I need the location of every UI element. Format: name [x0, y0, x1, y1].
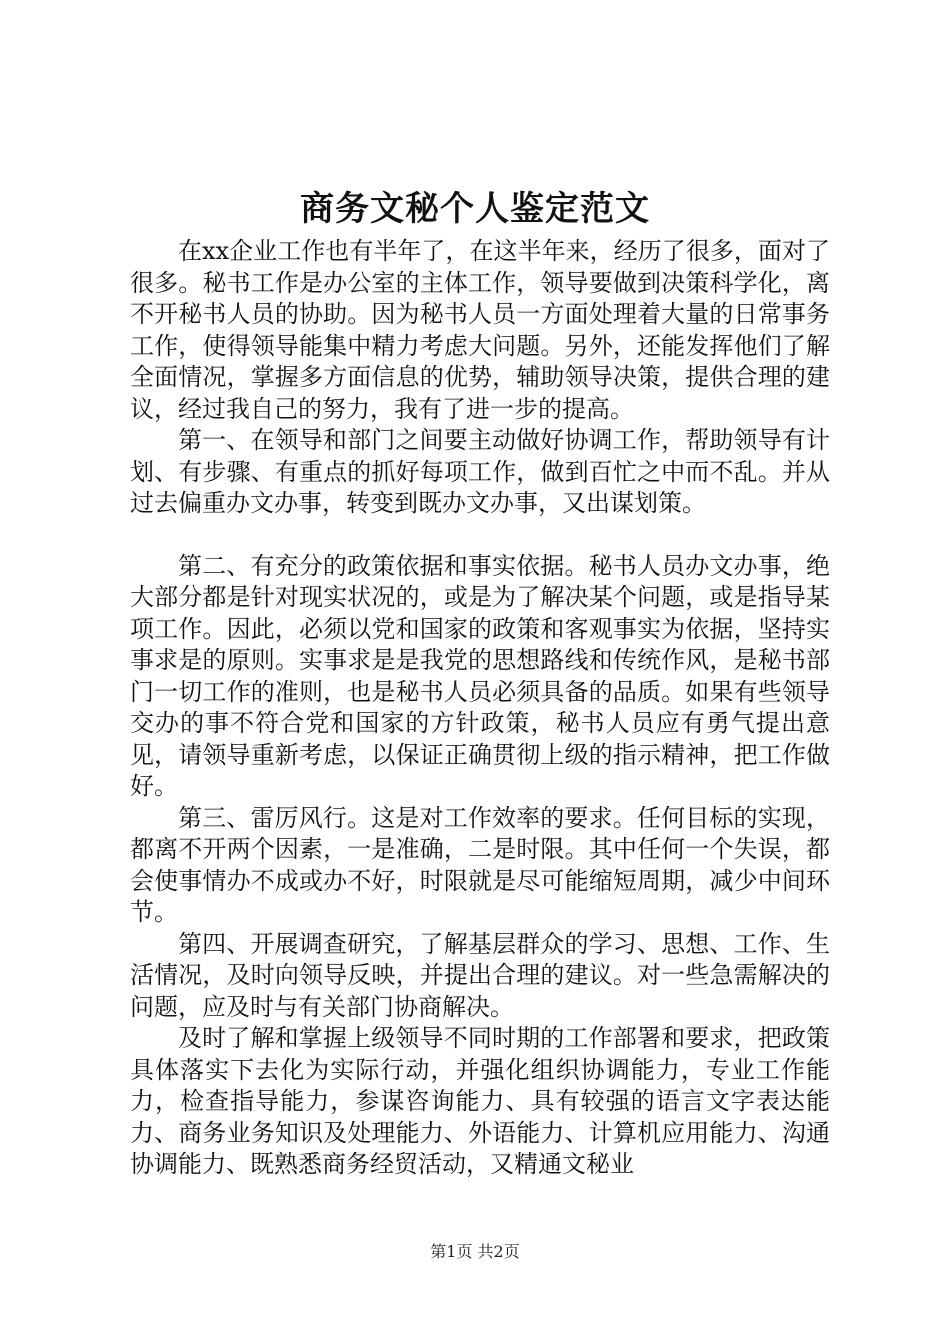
paragraph-ability: 及时了解和掌握上级领导不同时期的工作部署和要求，把政策具体落实下去化为实际行动，并强化组织协调能力，专业工作能力，检查指导能力，参谋咨询能力、具有较强的语言文字表达能力、商务业务知识及处理能力、外语能力、计算机应用能力、沟通协调能力、既熟悉商务经贸活动，又精通文秘业 [130, 1024, 830, 1178]
page-footer: 第1页 共2页 [430, 1242, 520, 1261]
paragraph-intro: 在xx企业工作也有半年了，在这半年来，经历了很多，面对了很多。秘书工作是办公室的主体工作，领导要做到决策科学化，离不开秘书人员的协助。因为秘书人员一方面处理着大量的日常事务工作，使得领导能集中精力考虑大问题。另外，还能发挥他们了解全面情况，掌握多方面信息的优势，辅助领导决策，提供合理的建议，经过我自己的努力，我有了进一步的提高。 [130, 237, 830, 423]
paragraph-point-4: 第四、开展调查研究，了解基层群众的学习、思想、工作、生活情况，及时向领导反映，并提出合理的建议。对一些急需解决的问题，应及时与有关部门协商解决。 [130, 929, 830, 1021]
document-title: 商务文秘个人鉴定范文 [300, 189, 650, 229]
paragraph-point-3: 第三、雷厉风行。这是对工作效率的要求。任何目标的实现，都离不开两个因素，一是准确，二是时限。其中任何一个失误，都会使事情办不成或办不好，时限就是尽可能缩短周期，减少中间环节。 [130, 803, 830, 926]
paragraph-point-2: 第二、有充分的政策依据和事实依据。秘书人员办文办事，绝大部分都是针对现实状况的，或是为了解决某个问题，或是指导某项工作。因此，必须以党和国家的政策和客观事实为依据，坚持实事求是的原则。实事求是是我党的思想路线和传统作风，是秘书部门一切工作的准则，也是秘书人员必须具备的品质。如果有些领导交办的事不符合党和国家的方针政策，秘书人员应有勇气提出意见，请领导重新考虑，以保证正确贯彻上级的指示精神，把工作做好。 [130, 551, 830, 800]
document-body [130, 236, 830, 1181]
paragraph-point-1: 第一、在领导和部门之间要主动做好协调工作，帮助领导有计划、有步骤、有重点的抓好每项工作，做到百忙之中而不乱。并从过去偏重办文办事，转变到既办文办事，又出谋划策。 [130, 426, 830, 517]
